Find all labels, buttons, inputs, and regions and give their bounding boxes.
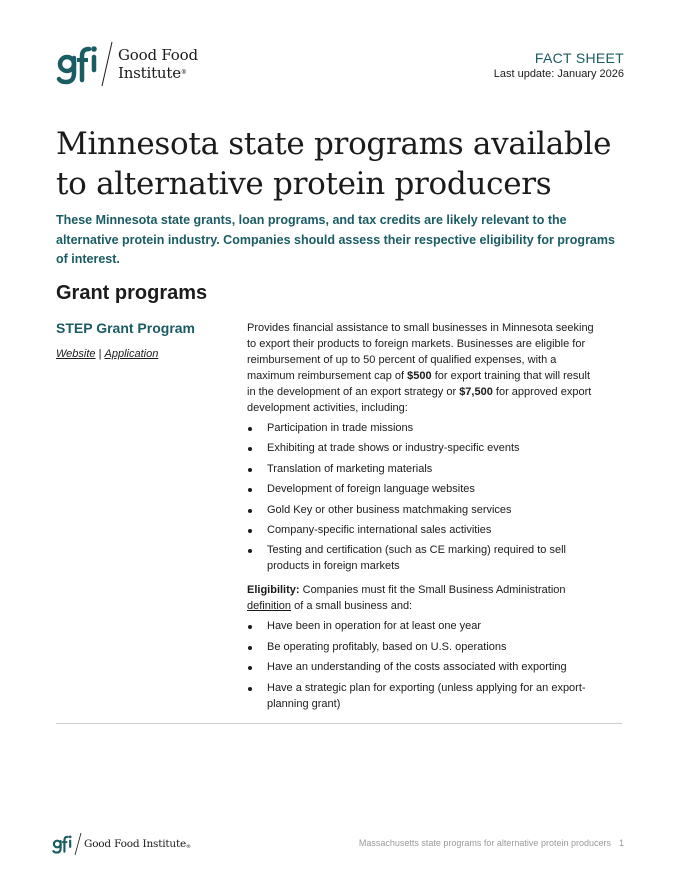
list-item: Testing and certification (such as CE marking) required to sell products in foreign markets <box>247 542 597 574</box>
section-heading-grant-programs: Grant programs <box>56 282 208 304</box>
intro-paragraph: These Minnesota state grants, loan programs, and tax credits are likely relevant to the alternative protein industry. Companies should assess their respective eligibility for programs of interest. <box>56 213 615 266</box>
eligible-activities-list <box>247 420 597 574</box>
footer-org-name: Good Food Institute® <box>84 838 191 850</box>
list-item: Participation in trade missions <box>247 420 597 436</box>
list-item: Translation of marketing materials <box>247 461 597 477</box>
footer-logo <box>52 832 191 856</box>
logo-wordmark <box>118 46 198 82</box>
amount-training: $500 <box>407 370 432 382</box>
program-description <box>247 320 597 716</box>
link-separator: | <box>98 348 102 360</box>
program-summary: Provides financial assistance to small businesses in Minnesota seeking to export their products to foreign markets. Businesses are eligible for reimbursement of up to 50 percent of qualified expenses, with a maximum reimbursement cap of $500 for export training that will result in the development of an export strategy or $7,500 for approved export development activities, including: <box>247 322 594 414</box>
logo-divider-slash <box>100 40 114 88</box>
list-item: Have an understanding of the costs associated with exporting <box>247 659 597 675</box>
logo-wordmark-line2: Institute® <box>118 64 187 82</box>
list-item: Have been in operation for at least one year <box>247 618 597 634</box>
footer-meta <box>359 838 624 848</box>
list-item: Be operating profitably, based on U.S. operations <box>247 639 597 655</box>
list-item: Have a strategic plan for exporting (unless applying for an export-planning grant) <box>247 680 597 712</box>
gfi-logo-icon <box>56 40 102 88</box>
gfi-logo <box>56 40 198 88</box>
website-link[interactable]: Website <box>56 348 96 360</box>
program-links <box>56 348 236 360</box>
doc-meta <box>494 50 624 80</box>
sba-definition-link[interactable]: definition <box>247 600 292 613</box>
list-item: Gold Key or other business matchmaking services <box>247 502 597 518</box>
doc-kind-label: FACT SHEET <box>534 50 624 66</box>
section-divider <box>56 723 622 724</box>
program-name: STEP Grant Program <box>56 320 196 336</box>
eligibility-requirements-list <box>247 618 597 711</box>
last-update-date: Last update: January 2026 <box>493 68 624 80</box>
eligibility-paragraph: Eligibility: Companies must fit the Small Business Administration definition of a small business and: <box>247 584 566 613</box>
page-number: 1 <box>618 838 624 848</box>
list-item: Development of foreign language websites <box>247 481 597 497</box>
list-item: Company-specific international sales activities <box>247 522 597 538</box>
page-title-line1: Minnesota state programs available <box>56 126 612 162</box>
logo-divider-slash <box>74 832 82 856</box>
gfi-logo-icon <box>52 832 74 856</box>
list-item: Exhibiting at trade shows or industry-specific events <box>247 440 597 456</box>
footer-doc-title: Massachusetts state programs for alternative protein producers <box>358 838 611 848</box>
page-title-line2: to alternative protein producers <box>56 166 552 202</box>
program-sidebar <box>56 320 236 360</box>
application-link[interactable]: Application <box>104 348 159 360</box>
logo-wordmark-line1: Good Food <box>118 46 198 64</box>
page-title <box>56 124 616 204</box>
amount-export-development: $7,500 <box>459 386 493 398</box>
eligibility-label: Eligibility: <box>247 584 300 597</box>
